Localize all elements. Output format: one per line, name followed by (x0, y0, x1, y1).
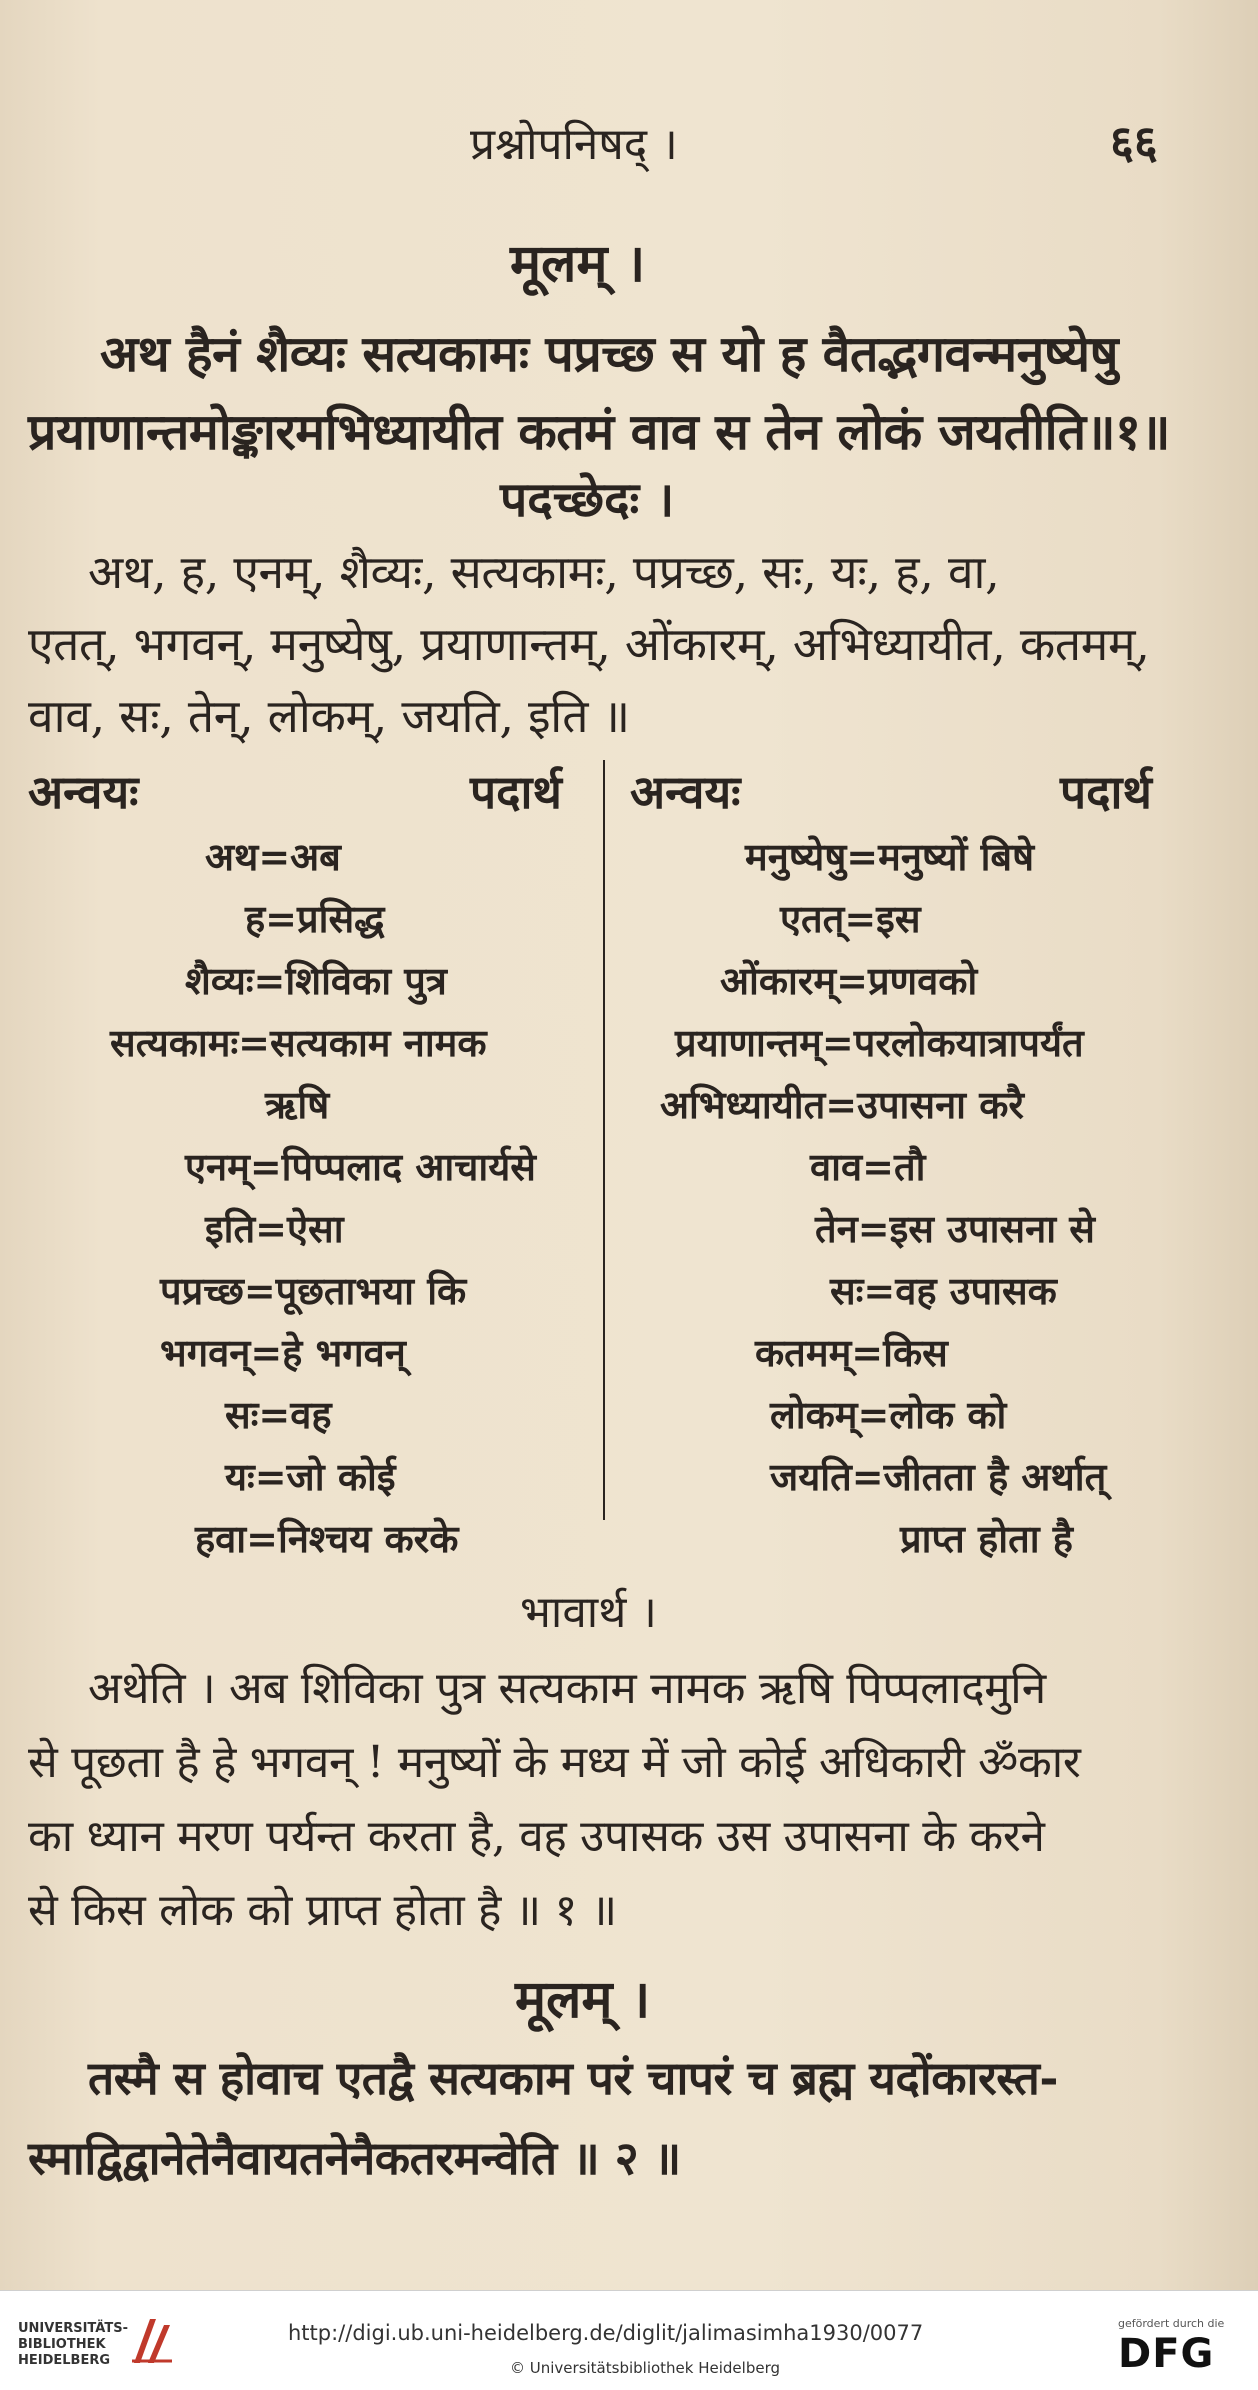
anvaya-right-header: अन्वयः (630, 765, 741, 819)
padartha-right-header: पदार्थ (1060, 765, 1152, 819)
bhavartha-line: से पूछता है हे भगवन् ! मनुष्यों के मध्य में जो कोई अधिकारी ॐकार (28, 1737, 1081, 1788)
gloss-right: जयति=जीतता है अर्थात् (770, 1454, 1107, 1499)
permalink-url[interactable]: http://digi.ub.uni-heidelberg.de/diglit/jalimasimha1930/0077 (288, 2321, 924, 2345)
anvaya-left-header: अन्वयः (28, 765, 139, 819)
column-divider (603, 760, 605, 1520)
gloss-right: तेन=इस उपासना से (815, 1206, 1095, 1251)
library-name: UNIVERSITÄTS- BIBLIOTHEK HEIDELBERG (18, 2321, 128, 2368)
gloss-right: वाव=तौ (810, 1144, 926, 1189)
gloss-right: मनुष्येषु=मनुष्यों बिषे (745, 834, 1035, 879)
padaccheda-heading: पदच्छेदः । (500, 472, 675, 528)
bhavartha-line: का ध्यान मरण पर्यन्त करता है, वह उपासक उस उपासना के करने (28, 1811, 1045, 1862)
gloss-left: हवा=निश्चय करके (195, 1516, 459, 1561)
gloss-left: भगवन्=हे भगवन् (160, 1330, 406, 1375)
dfg-logo: DFG (1118, 2331, 1215, 2377)
verse-line: प्रयाणान्तमोङ्कारमभिध्यायीत कतमं वाव स तेन लोकं जयतीति॥१॥ (28, 402, 1170, 461)
word-split-line: एतत्, भगवन्, मनुष्येषु, प्रयाणान्तम्, ओंकारम्, अभिध्यायीत, कतमम्, (28, 617, 1150, 671)
gloss-right: अभिध्यायीत=उपासना करै (660, 1082, 1024, 1127)
mulam-heading-2: मूलम् । (515, 1969, 651, 2030)
gloss-left: सः=वह (225, 1392, 332, 1437)
gloss-left: अथ=अब (205, 834, 341, 879)
padartha-left-header: पदार्थ (470, 765, 562, 819)
gloss-right: सः=वह उपासक (830, 1268, 1057, 1313)
library-logo-icon (128, 2315, 176, 2371)
bhavartha-line: से किस लोक को प्राप्त होता है ॥ १ ॥ (28, 1885, 617, 1936)
bhavartha-line: अथेति । अब शिविका पुत्र सत्यकाम नामक ऋषि पिप्पलादमुनि (88, 1663, 1046, 1714)
gloss-right: प्रयाणान्तम्=परलोकयात्रापर्यंत (675, 1020, 1084, 1065)
gloss-left: पप्रच्छ=पूछताभया कि (160, 1268, 467, 1313)
word-split-line: अथ, ह, एनम्, शैव्यः, सत्यकामः, पप्रच्छ, सः, यः, ह, वा, (88, 545, 1000, 599)
gloss-right: एतत्=इस (780, 896, 921, 941)
running-head-title: प्रश्नोपनिषद् । (470, 119, 678, 170)
word-split-line: वाव, सः, तेन्, लोकम्, जयति, इति ॥ (28, 689, 630, 743)
gloss-left: शैव्यः=शिविका पुत्र (185, 958, 447, 1003)
gloss-left: ऋषि (265, 1082, 330, 1127)
gloss-left: इति=ऐसा (205, 1206, 344, 1251)
funder-note: gefördert durch die (1118, 2317, 1225, 2330)
copyright-text: © Universitätsbibliothek Heidelberg (510, 2359, 781, 2377)
gloss-left: सत्यकामः=सत्यकाम नामक (110, 1020, 487, 1065)
viewer-footer (0, 2290, 1258, 2390)
verse-line: अथ हैनं शैव्यः सत्यकामः पप्रच्छ स यो ह वैतद्भगवन्मनुष्येषु (100, 324, 1119, 383)
verse-line-2: स्माद्विद्वानेतेनैवायतनेनैकतरमन्वेति ॥ २ ॥ (28, 2131, 681, 2185)
page-number: ६६ (1110, 115, 1158, 169)
gloss-right: लोकम्=लोक को (770, 1392, 1007, 1437)
gloss-right: ओंकारम्=प्रणवको (720, 958, 978, 1003)
gloss-left: यः=जो कोई (225, 1454, 396, 1499)
verse-line-2: तस्मै स होवाच एतद्वै सत्यकाम परं चापरं च ब्रह्म यदोंकारस्त- (88, 2051, 1058, 2105)
gloss-right: प्राप्त होता है (900, 1516, 1073, 1561)
gloss-left: ह=प्रसिद्ध (245, 896, 385, 941)
bhavartha-heading: भावार्थ । (520, 1587, 657, 1638)
gloss-left: एनम्=पिप्पलाद आचार्यसे (185, 1144, 536, 1189)
gloss-right: कतमम्=किस (755, 1330, 948, 1375)
mulam-heading: मूलम् । (510, 233, 646, 294)
